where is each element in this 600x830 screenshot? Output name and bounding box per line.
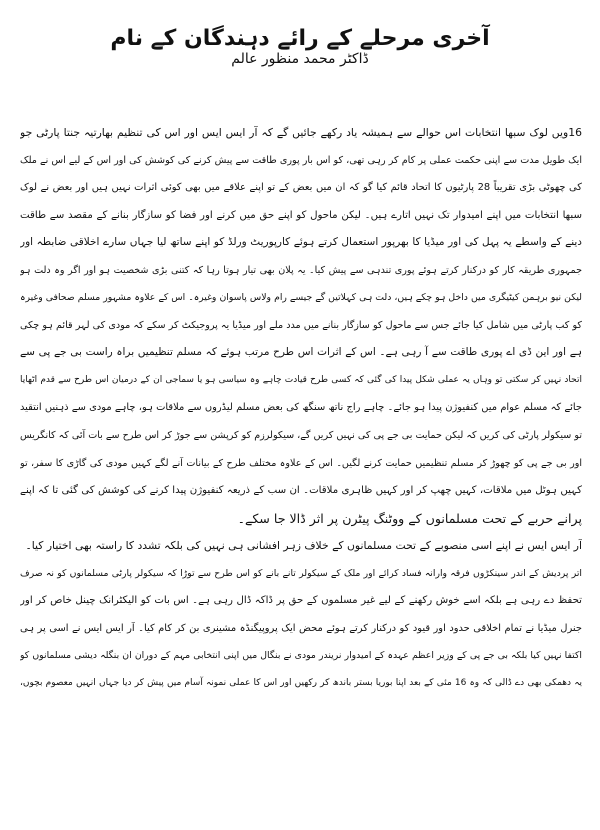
body-line: جنرل میڈیا نے تمام اخلاقی حدود اور قیود کو درکنار کرتے ہوئے محض ایک پروپیگنڈہ مشینری بن کر کام کیا۔ آر ایس ایس نے اسی پر ہی (20, 622, 582, 634)
body-line: دینے کے واسطے یہ پہل کی اور میڈیا کا بھرپور استعمال کرتے ہوئے کارپوریٹ ورلڈ کو اپنے ساتھ لیا جہاں سارے اخلاقی ضابطہ اور (20, 236, 582, 249)
article-title: آخری مرحلے کے رائے دہندگان کے نام (110, 25, 490, 51)
body-line: اتر پردیش کے اندر سینکڑوں فرقہ وارانہ فساد کرائے اور ملک کے سیکولر تانے بانے کو اس طرح سے توڑا کہ سیکولر پارٹی مسلمانوں کو نہ صرف (20, 567, 582, 579)
body-line: ایک طویل مدت سے اپنی حکمت عملی پر کام کر رہی تھی، کو اس بار پوری طاقت سے پیش کرنے کی کوشش کی اور اس کے لیے اس نے ملک (20, 154, 582, 166)
body-line: یہ دھمکی بھی دے ڈالی کہ وہ 16 مئی کے بعد اپنا بوریا بستر باندھ کر رکھیں اور اس کا عملی نمونہ آسام میں پیش کر دیا جہاں انہیں معصوم بچوں، (20, 677, 582, 688)
body-line: 16ویں لوک سبھا انتخابات اس حوالے سے ہمیشہ یاد رکھے جائیں گے کہ آر ایس ایس اور اس کی تنظیم بھارتیہ جنتا پارٹی جو (20, 126, 582, 139)
body-line: سبھا انتخابات میں اپنے امیدوار تک نہیں اتارے ہیں۔ لیکن ماحول کو اپنے حق میں کرنے اور فضا کو سازگار بنانے کے مقصد سے طاقت (20, 209, 582, 221)
body-line: ہے اور این ڈی اے پوری طاقت سے آ رہی ہے۔ اس کے اثرات اس طرح مرتب ہوئے کہ مسلم تنظیمیں براہ راست بی جے پی سے (20, 346, 582, 359)
paragraph-end-line: آر ایس ایس نے اپنے اسی منصوبے کے تحت مسلمانوں کے خلاف زہر افشانی ہی نہیں کی بلکہ تشدد کا راستہ بھی اختیار کیا۔ (25, 539, 582, 553)
body-line: کہیں ہوٹل میں ملاقات، کہیں چھپ کر اور کہیں ظاہری ملاقات۔ ان سب کے ذریعہ کنفیوژن پیدا کرنے کی کوشش کی گئی تا کہ اپنے (20, 485, 582, 497)
body-line: کی چھوٹی بڑی تقریباً 28 پارٹیوں کا اتحاد قائم کیا گو کہ ان میں بعض کے تو اپنے علاقے میں بھی کوئی اثرات نہیں ہیں اور بعض نے لوک (20, 182, 582, 194)
body-line: لیکن نیو برہمن کیٹیگری میں داخل ہو چکے ہیں، دلت ہی کہلاتیں گے جیسے رام ولاس پاسوان وغیرہ۔ اس کے علاوہ مشہور مسلم صحافی وغیرہ (20, 292, 582, 304)
body-line: اور بی جے پی کو چھوڑ کر مسلم تنظیمیں حمایت کرنے لگیں۔ اس کے علاوہ مختلف طرح کے بیانات آنے لگے کہیں مودی کی گاڑی کا سفر، تو (20, 457, 582, 469)
body-line: اکتفا نہیں کیا بلکہ بی جے پی کے وزیر اعظم عہدہ کے امیدوار نریندر مودی نے بنگال میں اپنی انتخابی مہم کے دوران ان بنگلہ دیشی مسلمانوں کو (20, 650, 582, 662)
body-line: کو کب پارٹی میں شامل کیا جائے جس سے ماحول کو سازگار بنانے میں مدد ملے اور میڈیا یہ پروجیکٹ کر سکے کہ مودی کی لہر قائم ہو چکی (20, 319, 582, 331)
body-line: تحفظ دے رہی ہے بلکہ اسے خوش رکھنے کے لیے غیر مسلموں کے حق پر ڈاکہ ڈال رہی ہے۔ اس بات کو الیکٹرانک چینل خاص کر اور (20, 595, 582, 607)
body-line: جائے کہ مسلم عوام میں کنفیوژن پیدا ہو جائے۔ چاہے راج ناتھ سنگھ کی بعض مسلم لیڈروں سے ملاقات ہو، چاہے مودی سے ذہنیں انتقید (20, 402, 582, 414)
body-line: تو سیکولر پارٹی کی کریں کہ لیکن حمایت بی جے پی کی نہیں کریں گے، سیکولرزم کو کرپشن سے جوڑ کر اس طرح سے بات آئی کہ کانگریس (20, 430, 582, 442)
article-body (20, 119, 582, 697)
article-author: ڈاکٹر محمد منظور عالم (231, 51, 369, 67)
paragraph-end-line: پرانے حربے کے تحت مسلمانوں کے ووٹنگ پیٹرن پر اثر ڈالا جا سکے۔ (237, 510, 582, 526)
body-line: جمہوری طریقہ کار کو درکنار کرتے ہوئے پوری تندہی سے پیش کیا۔ یہ پلان بھی تیار ہوتا رہا کہ کتنی بڑی شخصیت ہو اور اگر وہ دلت ہو (20, 264, 582, 276)
body-line: اتحاد نہیں کر سکتی تو وہاں یہ عملی شکل پیدا کی گئی کہ کسی طرح قیادت چاہے وہ سیاسی ہو یا سماجی ان کے درمیان اس طرح سے قدم اٹھایا (20, 374, 582, 385)
